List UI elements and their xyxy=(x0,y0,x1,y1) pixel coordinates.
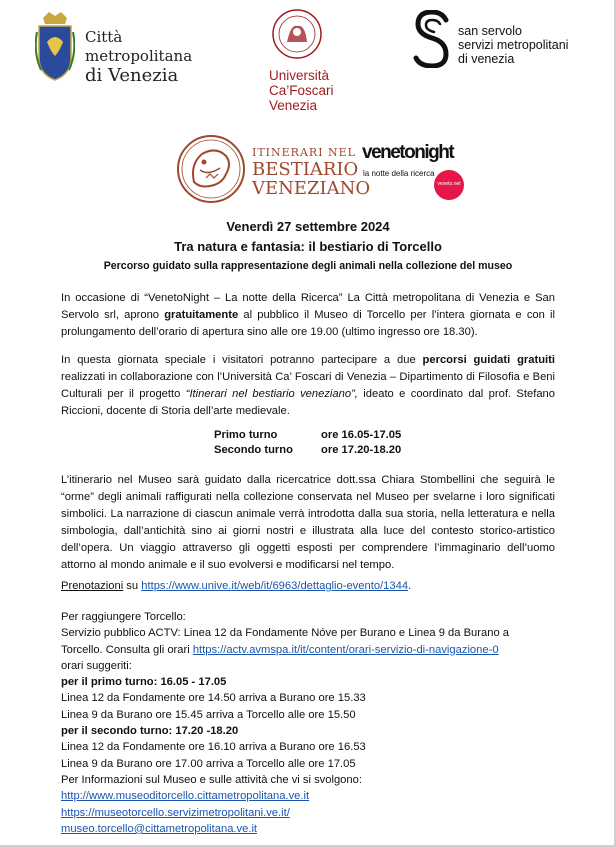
san-servolo-logo xyxy=(412,10,607,70)
turno-label: Secondo turno xyxy=(214,444,293,456)
ss-line2: servizi metropolitani xyxy=(458,38,569,52)
second-turn-label: per il secondo turno: 17.20 -18.20 xyxy=(61,725,239,738)
ss-line3: di venezia xyxy=(458,52,515,66)
itinerary-paragraph: L’itinerario nel Museo sarà guidato dalla ricercatrice dott.ssa Chiara Stombellini che seguirà le “orme” degli animali raffigurati nella collezione conservata nel Museo per svelarne i loro significati simbolici. La narrazione di ciascun animale verrà introdotta dalla sua storia, nella letteratura e nella simbologia, dall’antichità sino ai giorni nostri e illustrata alla luce del contesto storico-artistico dell’opera. Un viaggio attraverso gli oggetti esposti per comprendere l’immaginario dell’uomo attorno al mondo animale e il suo evolversi e modificarsi nel tempo. xyxy=(61,474,555,571)
tours-paragraph xyxy=(61,352,555,420)
ss-line1: san servolo xyxy=(458,24,522,38)
ucf-line2: Ca’Foscari xyxy=(269,83,334,98)
museum-email-link[interactable]: museo.torcello@cittametropolitana.ve.it xyxy=(61,822,258,835)
bestiario-title xyxy=(252,146,370,198)
intro-paragraph xyxy=(61,290,555,341)
bestiario-logo xyxy=(176,134,371,206)
venetonight-subtitle: la notte della ricerca xyxy=(363,169,435,178)
info-title: Per Informazioni sul Museo e sulle attività che vi si svolgono: xyxy=(61,774,362,786)
info-section xyxy=(61,772,362,837)
reach-line: Linea 9 da Burano ore 17.00 arriva a Torcello alle ore 17.05 xyxy=(61,757,356,770)
venetonight-badge-text: veneto.net xyxy=(437,181,461,187)
booking-line xyxy=(61,578,411,594)
booking-mid: su xyxy=(123,580,142,592)
reach-line xyxy=(61,642,561,658)
ucf-line1: Università xyxy=(269,68,330,83)
p2-text-a: In questa giornata speciale i visitatori potranno partecipare a due xyxy=(61,354,423,366)
ca-foscari-logo xyxy=(265,8,355,114)
p2-text-b: realizzati in collaborazione con l’Università Ca’ Foscari di Venezia – Dipartimento di Filosofia e Beni Culturali per il progetto xyxy=(61,371,555,400)
p2-bold: percorsi guidati gratuiti xyxy=(422,354,555,366)
p1-text-b: al pubblico il Museo di Torcello per l’intera giornata e con il prolungamento dell’orario di apertura sino alle ore 19.00 (ultimo ingresso ore 18.30). xyxy=(61,309,555,338)
san-servolo-s-icon xyxy=(412,10,452,68)
reach-line: Linea 9 da Burano ore 15.45 arriva a Torcello alle ore 15.50 xyxy=(61,708,356,721)
tour-schedule xyxy=(214,428,401,458)
booking-label: Prenotazioni xyxy=(61,580,124,592)
reach-line: Linea 12 da Fondamente ore 14.50 arriva a Burano ore 15.33 xyxy=(61,692,366,705)
turno-row xyxy=(214,443,401,458)
event-title: Tra natura e fantasia: il bestiario di Torcello xyxy=(174,239,442,254)
san-servolo-name xyxy=(458,24,568,66)
venetonight-badge xyxy=(434,170,464,200)
booking-link[interactable]: https://www.unive.it/web/it/6963/dettaglio-evento/1344 xyxy=(141,580,409,592)
how-to-reach-section xyxy=(61,609,561,772)
citta-metropolitana-logo xyxy=(35,8,225,98)
event-date: Venerdì 27 settembre 2024 xyxy=(226,219,390,234)
venetonight-title: venetonight xyxy=(362,142,454,163)
reach-title: Per raggiungere Torcello: xyxy=(61,611,186,623)
reach-line2-text: Torcello. Consulta gli orari xyxy=(61,643,193,656)
first-turn-label: per il primo turno: 16.05 - 17.05 xyxy=(61,676,227,689)
ib-line3: VENEZIANO xyxy=(252,178,371,199)
cm-name-line1: Città metropolitana xyxy=(85,28,193,65)
turno-row xyxy=(214,428,401,443)
reach-line: orari suggeriti: xyxy=(61,659,132,672)
p1-text-a: In occasione di “VenetoNight – La notte della Ricerca” La Città metropolitana di Venezia e San Servolo srl, aprono xyxy=(61,292,555,321)
p1-bold: gratuitamente xyxy=(164,309,239,321)
reach-line: Servizio pubblico ACTV: Linea 12 da Fondamente Nóve per Burano e Linea 9 da Burano a xyxy=(61,627,509,640)
bestiario-animal-icon xyxy=(176,134,246,204)
ca-foscari-seal-icon xyxy=(271,8,323,60)
p2-text-c: ideato e coordinato dal prof. Stefano Riccioni, docente di Storia dell’arte medievale. xyxy=(61,388,555,417)
ib-line2: BESTIARIO xyxy=(252,159,359,180)
event-subtitle: Percorso guidato sulla rappresentazione degli animali nella collezione del museo xyxy=(103,260,513,272)
citta-metropolitana-name xyxy=(85,28,225,85)
actv-timetable-link[interactable]: https://actv.avmspa.it/it/content/orari-servizio-di-navigazione-0 xyxy=(192,643,499,656)
museum-site-link[interactable]: http://www.museoditorcello.cittametropolitana.ve.it xyxy=(61,790,310,803)
ca-foscari-name xyxy=(269,68,334,113)
reach-line: Linea 12 da Fondamente ore 16.10 arriva a Burano ore 16.53 xyxy=(61,741,366,754)
ib-line1: ITINERARI NEL xyxy=(252,146,356,159)
turno-label: Primo turno xyxy=(214,429,278,441)
cm-name-line2: di Venezia xyxy=(85,65,179,86)
booking-end: . xyxy=(408,580,412,592)
turno-time: ore 17.20-18.20 xyxy=(321,444,402,456)
p2-italic: “Itinerari nel bestiario veneziano”, xyxy=(185,388,358,400)
turno-time: ore 16.05-17.05 xyxy=(321,429,402,441)
venetonight-logo xyxy=(362,142,462,194)
ucf-line3: Venezia xyxy=(269,98,318,113)
coat-of-arms-icon xyxy=(35,12,75,82)
museum-site-link-2[interactable]: https://museotorcello.servizimetropolitani.ve.it/ xyxy=(61,806,290,819)
